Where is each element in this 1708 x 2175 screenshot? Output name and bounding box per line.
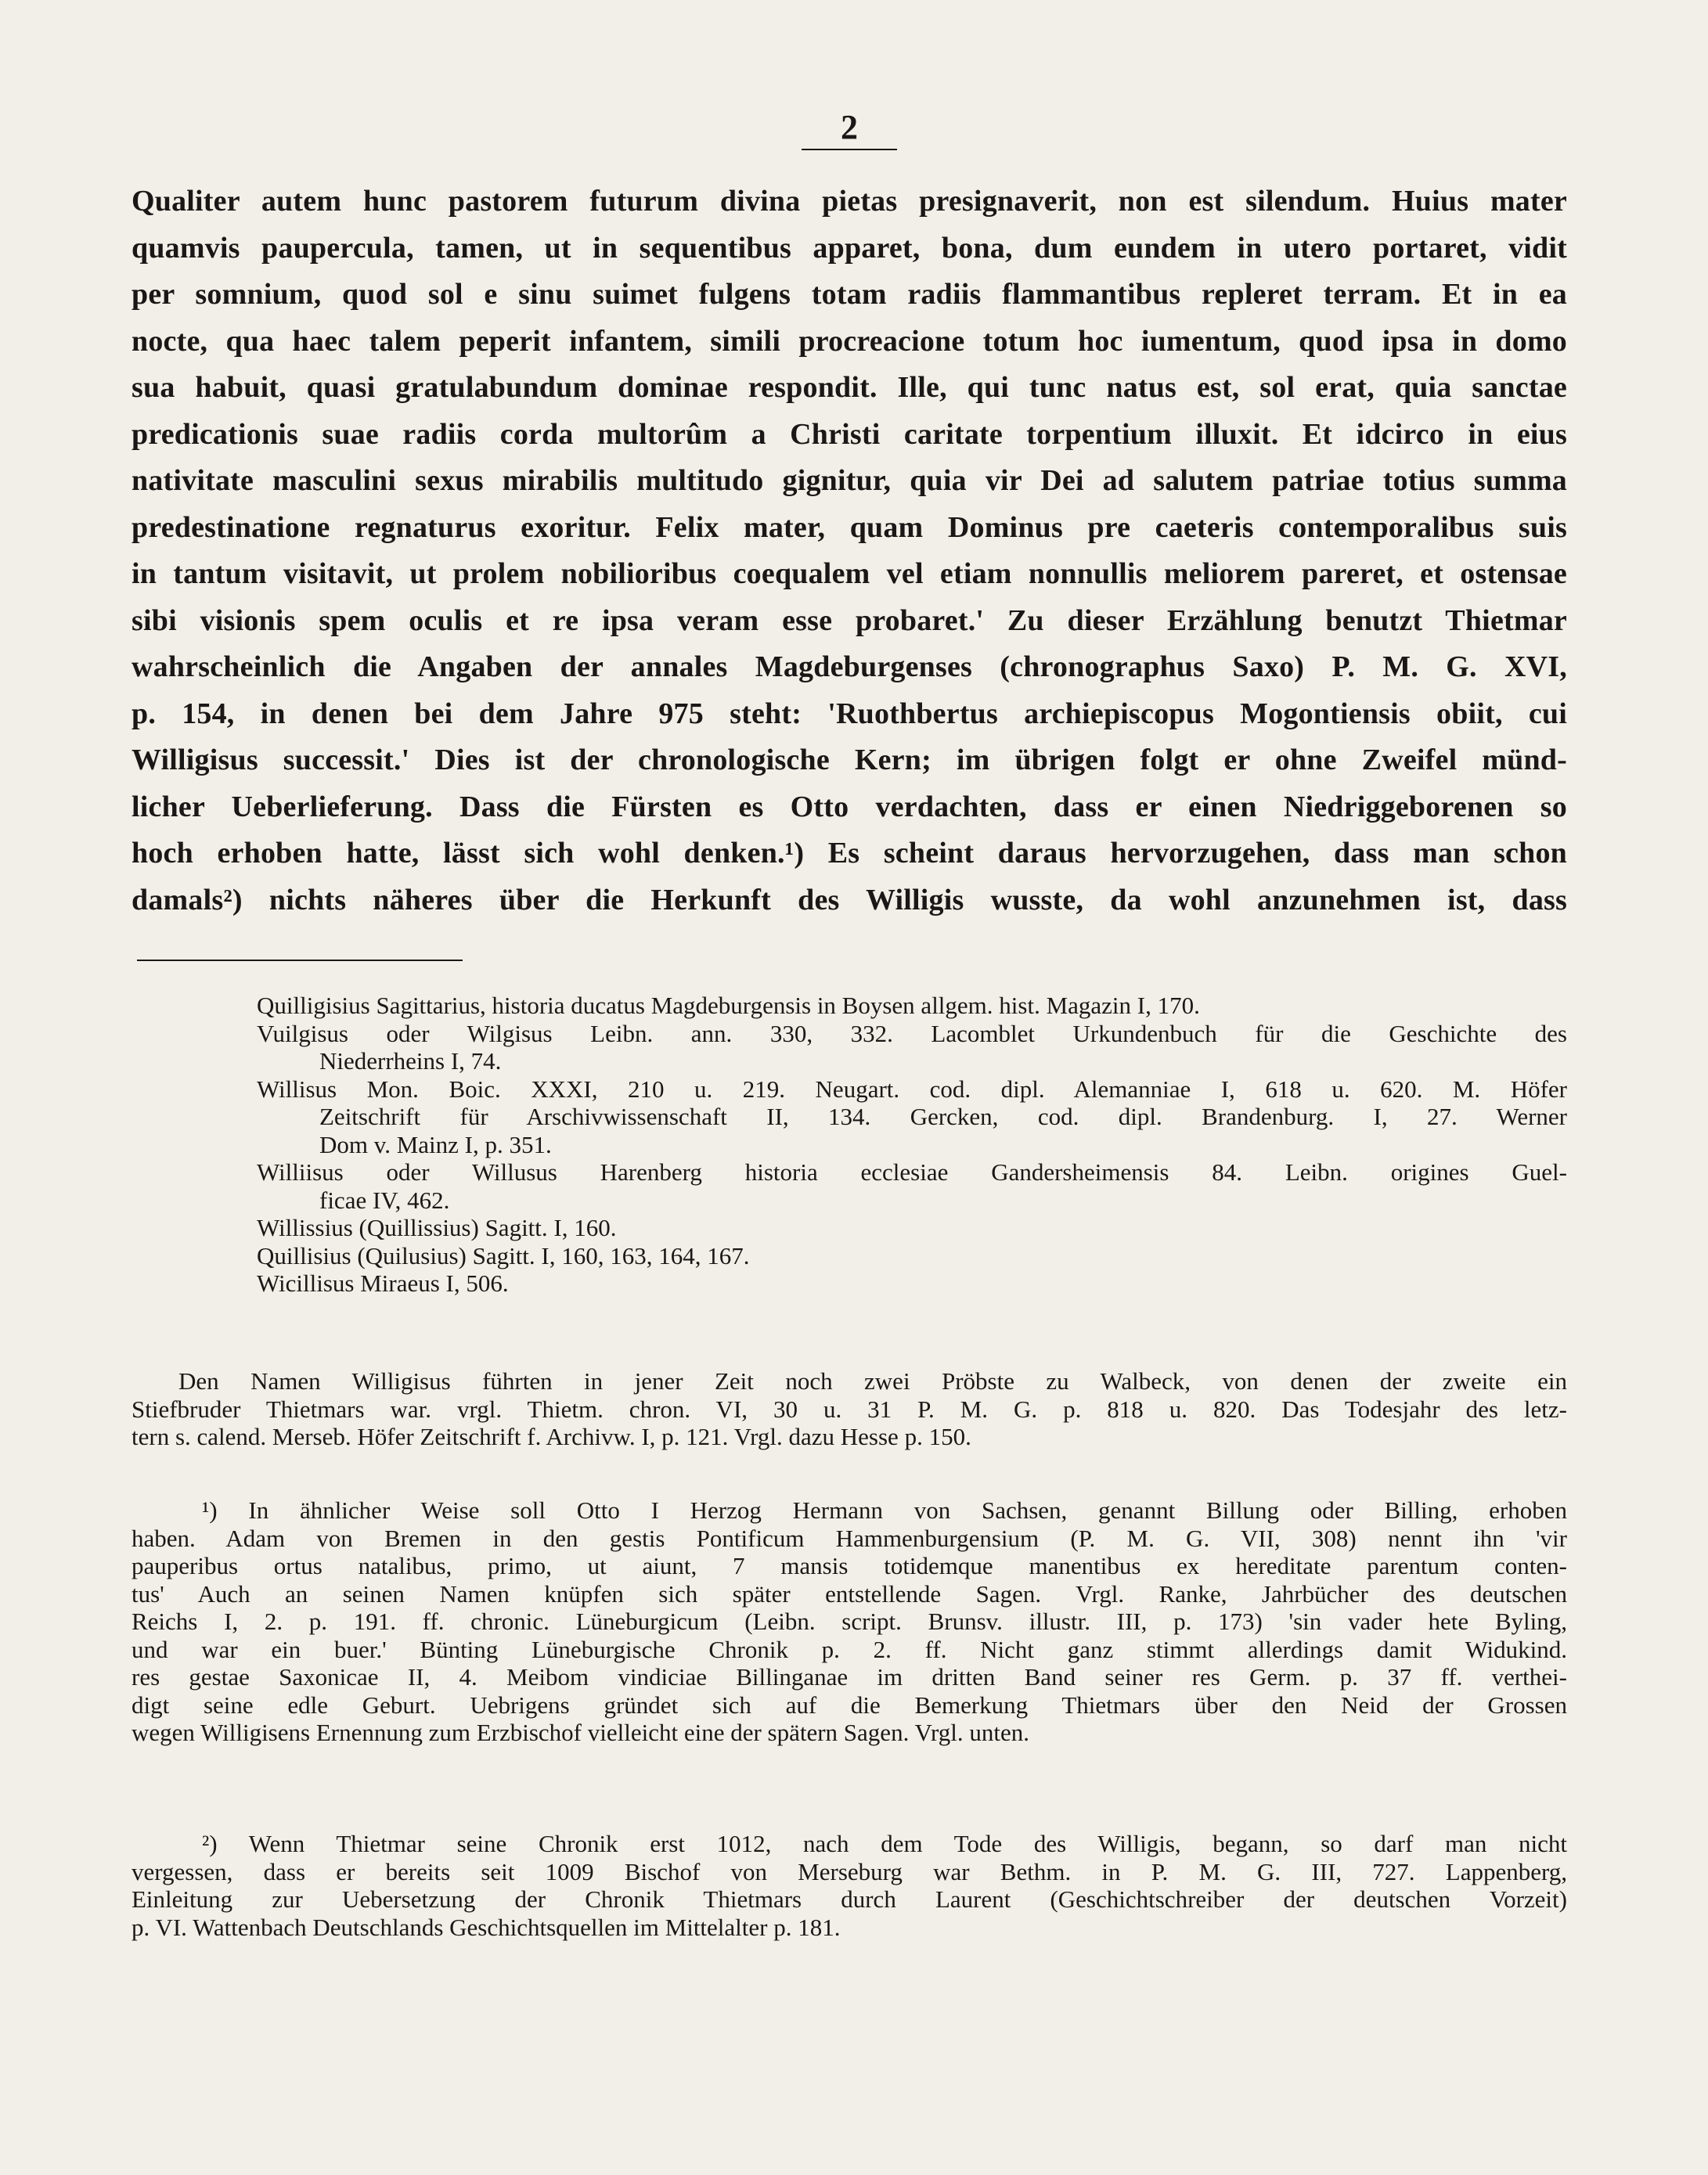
footnote-line: vergessen, dass er bereits seit 1009 Bischof von Merseburg war Bethm. in P. M. G. III, 727. Lappenberg, bbox=[132, 1857, 1567, 1885]
footnote-2 bbox=[132, 1830, 1567, 1941]
main-line: damals²) nichts näheres über die Herkunft des Willigis wusste, da wohl anzunehmen ist, dass bbox=[132, 883, 1567, 916]
main-line: predicationis suae radiis corda multorûm a Christi caritate torpentium illuxit. Et idcirco in eius bbox=[132, 417, 1567, 451]
main-line: licher Ueberlieferung. Dass die Fürsten es Otto verdachten, dass er einen Niedriggeborenen so bbox=[132, 790, 1567, 823]
footnote-line: pauperibus ortus natalibus, primo, ut aiunt, 7 mansis totidemque manentibus ex hereditate parentum conten- bbox=[132, 1552, 1567, 1579]
name-variant-continuation: Zeitschrift für Arschivwissenschaft II, 134. Gercken, cod. dipl. Brandenburg. I, 27. Werner bbox=[319, 1103, 1567, 1130]
name-variant-continuation: Dom v. Mainz I, p. 351. bbox=[319, 1130, 552, 1158]
main-line: per somnium, quod sol e sinu suimet fulgens totam radiis flammantibus repleret terram. Et in ea bbox=[132, 278, 1567, 311]
main-line: hoch erhoben hatte, lässt sich wohl denken.¹) Es scheint daraus hervorzugehen, dass man schon bbox=[132, 837, 1567, 870]
footnote-line: res gestae Saxonicae II, 4. Meibom vindiciae Billinganae im dritten Band seiner res Germ. p. 37 ff. verthei- bbox=[132, 1663, 1567, 1691]
note-line: Den Namen Willigisus führten in jener Zeit noch zwei Pröbste zu Walbeck, von denen der zweite ein bbox=[178, 1367, 1567, 1395]
main-line: nocte, qua haec talem peperit infantem, simili procreacione totum hoc iumentum, quod ipsa in domo bbox=[132, 324, 1567, 358]
main-line: Willigisus successit.' Dies ist der chronologische Kern; im übrigen folgt er ohne Zweifel münd- bbox=[132, 744, 1567, 776]
main-line: quamvis paupercula, tamen, ut in sequentibus apparet, bona, dum eundem in utero portaret, vidit bbox=[132, 231, 1567, 265]
footnote-divider bbox=[137, 960, 463, 961]
main-line: in tantum visitavit, ut prolem nobilioribus coequalem vel etiam nonnullis meliorem pareret, et ostensae bbox=[132, 557, 1567, 590]
main-line: Qualiter autem hunc pastorem futurum divina pietas presignaverit, non est silendum. Huius mater bbox=[132, 185, 1567, 218]
footnote-1 bbox=[132, 1496, 1567, 1747]
note-line: Stiefbruder Thietmars war. vrgl. Thietm. chron. VI, 30 u. 31 P. M. G. p. 818 u. 820. Das Todesjahr des letz- bbox=[132, 1395, 1567, 1423]
main-line: sua habuit, quasi gratulabundum dominae respondit. Ille, qui tunc natus est, sol erat, quia sanctae bbox=[132, 371, 1567, 404]
name-variant-entry: Williisus oder Willusus Harenberg historia ecclesiae Gandersheimensis 84. Leibn. origines Guel- bbox=[257, 1158, 1567, 1186]
footnote-line: digt seine edle Geburt. Uebrigens gründet sich auf die Bemerkung Thietmars über den Neid der Grossen bbox=[132, 1691, 1567, 1719]
main-line: sibi visionis spem oculis et re ipsa veram esse probaret.' Zu dieser Erzählung benutzt Thietmar bbox=[132, 603, 1567, 637]
footnote-line: Einleitung zur Uebersetzung der Chronik Thietmars durch Laurent (Geschichtschreiber der deutschen Vorzeit) bbox=[132, 1885, 1567, 1913]
name-variant-entry: Quilligisius Sagittarius, historia ducatus Magdeburgensis in Boysen allgem. hist. Magazin I, 170. bbox=[257, 992, 1200, 1019]
name-variant-entry: Willissius (Quillissius) Sagitt. I, 160. bbox=[257, 1214, 617, 1241]
footnote-line: tus' Auch an seinen Namen knüpfen sich später entstellende Sagen. Vrgl. Ranke, Jahrbücher des deutschen bbox=[132, 1579, 1567, 1608]
name-variant-continuation: Niederrheins I, 74. bbox=[319, 1047, 502, 1075]
footnote-line: Reichs I, 2. p. 191. ff. chronic. Lüneburgicum (Leibn. script. Brunsv. illustr. III, p. 173) 'sin vader hete Byling, bbox=[132, 1608, 1567, 1635]
note-line: tern s. calend. Merseb. Höfer Zeitschrift f. Archivw. I, p. 121. Vrgl. dazu Hesse p. 150. bbox=[132, 1423, 971, 1450]
name-variants-list bbox=[257, 992, 1567, 1298]
main-line: predestinatione regnaturus exoritur. Felix mater, quam Dominus pre caeteris contemporalibus suis bbox=[132, 510, 1567, 544]
name-variant-entry: Wicillisus Miraeus I, 506. bbox=[257, 1269, 509, 1297]
footnote-line: ²) Wenn Thietmar seine Chronik erst 1012, nach dem Tode des Willigis, begann, so darf man nicht bbox=[202, 1830, 1567, 1857]
footnote-line: ¹) In ähnlicher Weise soll Otto I Herzog Hermann von Sachsen, genannt Billung oder Billing, erhoben bbox=[202, 1496, 1567, 1524]
footnote-line: p. VI. Wattenbach Deutschlands Geschichtsquellen im Mittelalter p. 181. bbox=[132, 1913, 841, 1941]
names-paragraph-continued bbox=[132, 1395, 1567, 1451]
name-variant-entry: Willisus Mon. Boic. XXXI, 210 u. 219. Neugart. cod. dipl. Alemanniae I, 618 u. 620. M. Höfer bbox=[257, 1075, 1567, 1103]
footnote-line: und war ein buer.' Bünting Lüneburgische Chronik p. 2. ff. Nicht ganz stimmt allerdings damit Widukind. bbox=[132, 1635, 1567, 1663]
page-number-area bbox=[771, 108, 928, 150]
page-number: 2 bbox=[802, 108, 897, 150]
main-line: p. 154, in denen bei dem Jahre 975 steht: 'Ruothbertus archiepiscopus Mogontiensis obiit, cui bbox=[132, 697, 1567, 730]
names-paragraph bbox=[178, 1367, 1567, 1395]
name-variant-entry: Vuilgisus oder Wilgisus Leibn. ann. 330, 332. Lacomblet Urkundenbuch für die Geschichte des bbox=[257, 1019, 1567, 1047]
main-line: wahrscheinlich die Angaben der annales Magdeburgenses (chronographus Saxo) P. M. G. XVI, bbox=[132, 650, 1567, 683]
name-variant-entry: Quillisius (Quilusius) Sagitt. I, 160, 163, 164, 167. bbox=[257, 1241, 750, 1269]
main-line: nativitate masculini sexus mirabilis multitudo gignitur, quia vir Dei ad salutem patriae totius summa bbox=[132, 464, 1567, 497]
name-variant-continuation: ficae IV, 462. bbox=[319, 1186, 450, 1214]
footnote-line: haben. Adam von Bremen in den gestis Pontificum Hammenburgensium (P. M. G. VII, 308) nennt ihn 'vir bbox=[132, 1524, 1567, 1552]
footnote-line: wegen Willigisens Ernennung zum Erzbischof vielleicht eine der spätern Sagen. Vrgl. unten. bbox=[132, 1719, 1030, 1746]
main-text bbox=[132, 178, 1567, 924]
